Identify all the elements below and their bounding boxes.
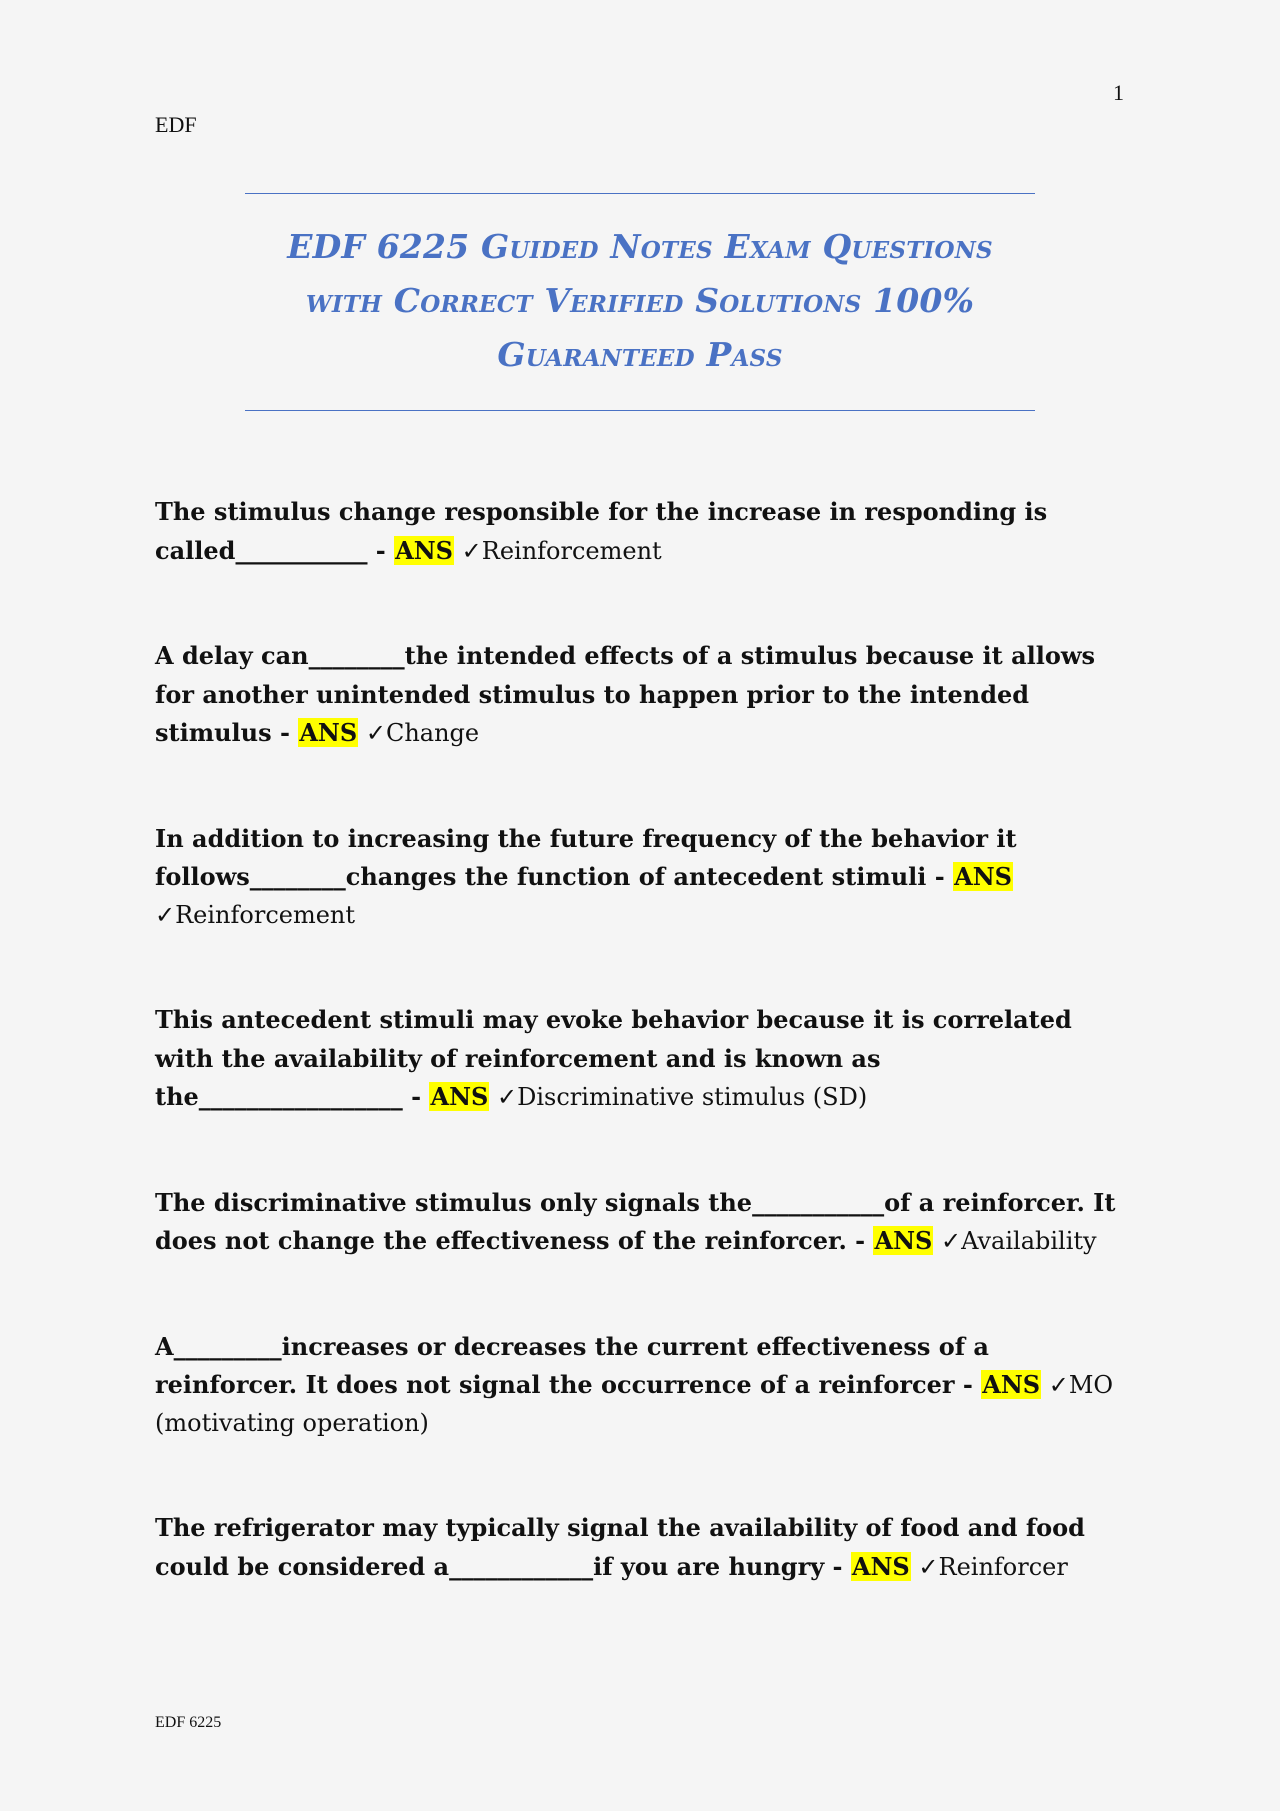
- answer-text: MO (motivating operation): [155, 1371, 1114, 1437]
- checkmark-icon: ✓: [358, 719, 386, 747]
- checkmark-icon: ✓: [489, 1083, 518, 1111]
- page-number: 1: [1113, 80, 1124, 105]
- question-text: This antecedent stimuli may evoke behavior because it is correlated with the availability of reinforcement and is known as the_________________: [155, 1005, 1072, 1111]
- question-text: A_________increases or decreases the current effectiveness of a reinforcer. It does not signal the occurrence of a reinforcer: [155, 1331, 989, 1399]
- qa-item: [155, 1001, 1125, 1117]
- title-line-1: EDF 6225 Guided Notes Exam Questions: [287, 227, 993, 266]
- ans-highlight-label: ANS: [395, 535, 454, 565]
- answer-text: Reinforcement: [481, 536, 662, 565]
- answer-text: Availability: [961, 1227, 1097, 1255]
- checkmark-icon: ✓: [933, 1227, 962, 1255]
- answer-text: Discriminative stimulus (SD): [517, 1083, 868, 1111]
- question-text: The discriminative stimulus only signals the___________of a reinforcer. It does not change the effectiveness of the reinforcer.: [155, 1187, 1116, 1255]
- document-title-block: [245, 193, 1035, 411]
- qa-item: [155, 1184, 1125, 1261]
- checkmark-icon: ✓: [454, 536, 482, 565]
- ans-highlight-label: ANS: [851, 1551, 910, 1581]
- qa-item: [155, 493, 1125, 570]
- question-separator: -: [926, 862, 954, 891]
- ans-highlight-label: ANS: [954, 862, 1012, 891]
- ans-highlight-label: ANS: [874, 1226, 933, 1255]
- question-separator: -: [367, 535, 395, 565]
- question-separator: -: [954, 1370, 982, 1399]
- header-course-label: EDF: [155, 112, 197, 137]
- title-line-2: with Correct Verified Solutions 100%: [305, 281, 975, 320]
- answer-text: Change: [385, 719, 480, 747]
- ans-highlight-label: ANS: [430, 1082, 489, 1111]
- answer-text: Reinforcer: [938, 1552, 1068, 1581]
- question-separator: -: [271, 718, 299, 747]
- ans-highlight-label: ANS: [982, 1370, 1041, 1399]
- question-separator: -: [402, 1082, 430, 1111]
- checkmark-icon: ✓: [910, 1552, 939, 1581]
- question-list: [155, 493, 1125, 1653]
- title-line-3: Guaranteed Pass: [497, 335, 783, 374]
- footer-course-code: EDF 6225: [155, 1714, 222, 1731]
- question-text: A delay can________the intended effects of a stimulus because it allows for another unintended stimulus to happen prior to the intended stimulus: [155, 641, 1096, 747]
- qa-item: [155, 637, 1125, 753]
- ans-highlight-label: ANS: [299, 718, 358, 747]
- qa-item: [155, 820, 1125, 935]
- question-text: The stimulus change responsible for the increase in responding is called___________: [155, 497, 1048, 565]
- question-text: In addition to increasing the future frequency of the behavior it follows________changes the function of antecedent stimuli: [155, 823, 1017, 891]
- qa-item: [155, 1328, 1125, 1443]
- answer-text: Reinforcement: [175, 900, 356, 929]
- question-separator: -: [846, 1226, 874, 1255]
- qa-item: [155, 1509, 1125, 1586]
- question-separator: -: [824, 1551, 851, 1581]
- checkmark-icon: ✓: [155, 900, 176, 929]
- question-text: The refrigerator may typically signal the availability of food and food could be considered a____________if you are hungry: [155, 1513, 1085, 1581]
- checkmark-icon: ✓: [1041, 1371, 1069, 1399]
